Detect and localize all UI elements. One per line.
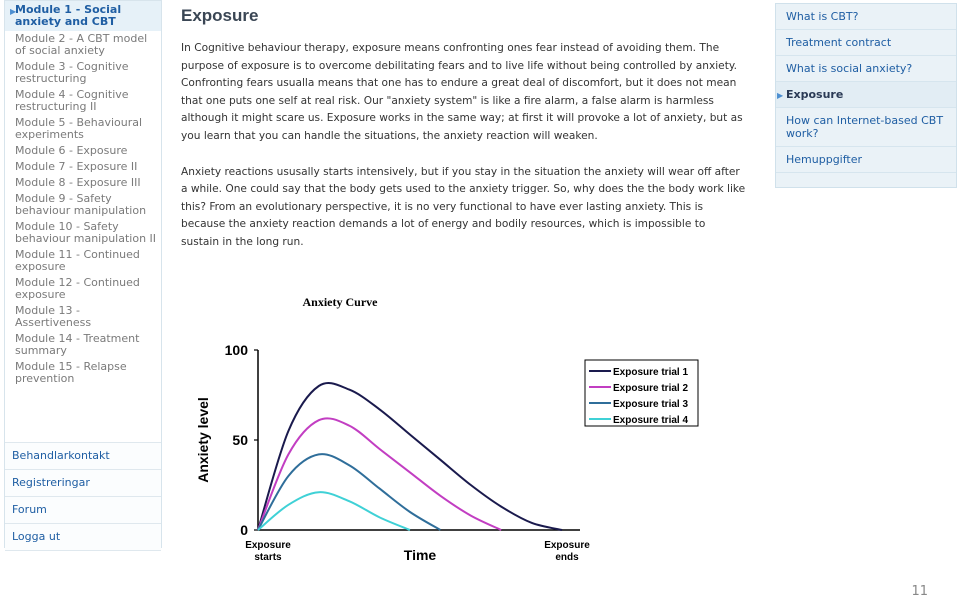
sidebar-item-module-7[interactable] — [5, 159, 161, 175]
y-tick-label: 50 — [232, 432, 248, 448]
sidebar-link-behandlarkontakt[interactable]: Behandlarkontakt — [5, 442, 161, 469]
series-line-trial-3 — [258, 454, 440, 530]
topic-item-4[interactable] — [776, 82, 956, 108]
sidebar-item-module-8[interactable] — [5, 175, 161, 191]
sidebar-item-module-11[interactable] — [5, 247, 161, 275]
chart-legend — [585, 360, 698, 426]
series-line-trial-1 — [258, 383, 562, 530]
chart-y-axis-label: Anxiety level — [195, 397, 211, 483]
topic-item-6[interactable] — [776, 147, 956, 173]
paragraph-anxiety-reactions: Anxiety reactions ususally starts intensively, but if you stay in the situation the anxiety will wear off after a while. One could say that the body gets used to the anxiety trigger. So, why does the the body work like this? From an evolutionary perspective, it is no very functional to have ever lasting anxiety. This is because the anxiety reaction demands a lot of energy and bodily resources, which is impossible to sustain in the long run. — [181, 165, 746, 248]
sidebar-item-label: Module 14 - Treatment summary — [15, 332, 140, 357]
y-tick-label: 100 — [224, 342, 248, 358]
topic-item-2[interactable] — [776, 30, 956, 56]
sidebar-item-module-12[interactable] — [5, 275, 161, 303]
paragraph-intro: In Cognitive behaviour therapy, exposure means confronting ones fear instead of avoiding them. The purpose of exposure is to overcome debilitating fears and to live life without being controlled by anxiety. Confronting fears usualla means that one has to endure a great deal of discomfort, but it does not mean that one puts one self at real risk. Our "anxiety system" is like a fire alarm, a false alarm is harmless although it might scare us. Exposure works in the same way; at first it will provoke a lot of anxiety, but as you learn that you can handle the situations, the anxiety reaction will weaken. — [181, 42, 743, 142]
sidebar-item-module-2[interactable] — [5, 31, 161, 59]
topic-item-label: Exposure — [786, 88, 844, 101]
topic-item-label: What is CBT? — [786, 10, 859, 23]
sidebar-item-module-4[interactable] — [5, 87, 161, 115]
sidebar-item-label: Module 8 - Exposure III — [15, 176, 141, 189]
sidebar-item-module-1[interactable] — [5, 1, 161, 31]
topic-sidebar — [775, 3, 957, 188]
sidebar-item-label: Module 12 - Continued exposure — [15, 276, 140, 301]
main-content — [181, 6, 746, 270]
chart-series-lines — [258, 383, 562, 530]
legend-label: Exposure trial 1 — [613, 367, 689, 378]
legend-label: Exposure trial 4 — [613, 415, 689, 426]
sidebar-item-module-3[interactable] — [5, 59, 161, 87]
x-tick-label: Exposure starts — [245, 540, 291, 563]
anxiety-curve-chart — [190, 290, 689, 579]
topic-item-label: How can Internet-based CBT work? — [786, 114, 944, 140]
legend-label: Exposure trial 2 — [613, 383, 689, 394]
sidebar-item-module-6[interactable] — [5, 143, 161, 159]
sidebar-item-label: Module 2 - A CBT model of social anxiety — [15, 32, 148, 57]
sidebar-item-module-13[interactable] — [5, 303, 161, 331]
sidebar-link-registreringar[interactable]: Registreringar — [5, 469, 161, 496]
sidebar-item-label: Module 11 - Continued exposure — [15, 248, 140, 273]
anxiety-curve-svg — [190, 290, 689, 575]
sidebar-item-label: Module 4 - Cognitive restructuring II — [15, 88, 129, 113]
sidebar-item-module-10[interactable] — [5, 219, 161, 247]
series-line-trial-4 — [258, 492, 410, 530]
topic-item-3[interactable] — [776, 56, 956, 82]
chart-x-axis-label: Time — [403, 547, 437, 563]
active-arrow-icon: ▶ — [10, 7, 17, 16]
sidebar-link-logga-ut[interactable]: Logga ut — [5, 523, 161, 551]
sidebar-item-label: Module 1 - Social anxiety and CBT — [15, 3, 122, 28]
extra-links — [5, 442, 161, 551]
legend-label: Exposure trial 3 — [613, 399, 689, 410]
topic-item-label: Treatment contract — [786, 36, 892, 49]
sidebar-item-module-9[interactable] — [5, 191, 161, 219]
sidebar-item-module-14[interactable] — [5, 331, 161, 359]
sidebar-item-label: Module 6 - Exposure — [15, 144, 128, 157]
sidebar-item-label: Module 10 - Safety behaviour manipulation II — [15, 220, 157, 245]
sidebar-item-label: Module 5 - Behavioural experiments — [15, 116, 143, 141]
topic-item-1[interactable] — [776, 4, 956, 30]
topic-item-label: Hemuppgifter — [786, 153, 863, 166]
page-number: 11 — [911, 584, 928, 599]
sidebar-item-label: Module 7 - Exposure II — [15, 160, 138, 173]
page-title: Exposure — [181, 6, 259, 25]
x-tick-label: Exposure ends — [544, 540, 590, 563]
y-tick-label: 0 — [240, 522, 248, 538]
sidebar-item-label: Module 15 - Relapse prevention — [15, 360, 127, 385]
series-line-trial-2 — [258, 418, 501, 530]
sidebar-item-label: Module 13 - Assertiveness — [15, 304, 92, 329]
sidebar-item-module-5[interactable] — [5, 115, 161, 143]
module-sidebar — [4, 0, 162, 548]
sidebar-link-forum[interactable]: Forum — [5, 496, 161, 523]
chart-title: Anxiety Curve — [302, 295, 378, 309]
topic-item-label: What is social anxiety? — [786, 62, 913, 75]
sidebar-item-label: Module 3 - Cognitive restructuring — [15, 60, 129, 85]
module-list — [5, 1, 161, 387]
sidebar-item-label: Module 9 - Safety behaviour manipulation — [15, 192, 147, 217]
sidebar-item-module-15[interactable] — [5, 359, 161, 387]
active-arrow-icon: ▶ — [777, 91, 784, 100]
topic-item-5[interactable] — [776, 108, 956, 147]
